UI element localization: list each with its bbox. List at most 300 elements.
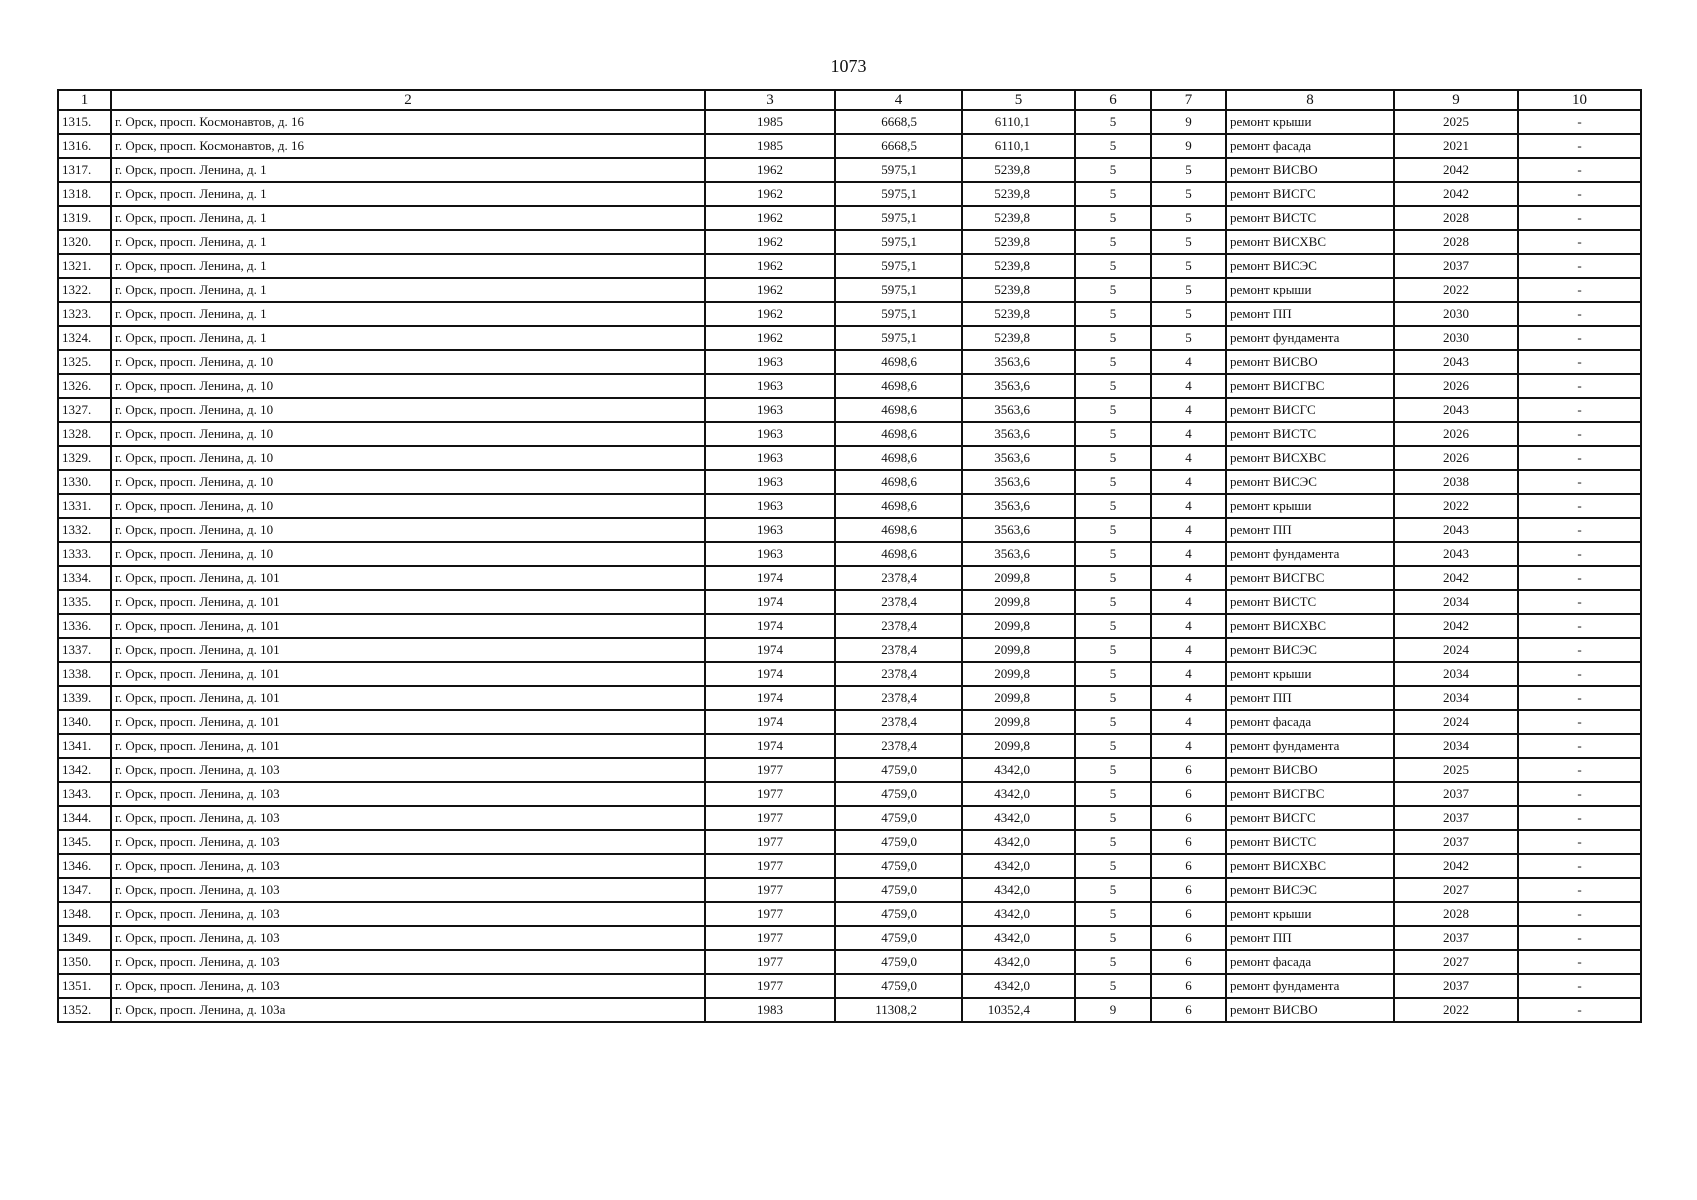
table-row	[58, 158, 1641, 182]
living-area-cell: 4342,0	[962, 902, 1075, 926]
total-area-cell: 6668,5	[835, 134, 962, 158]
column-header: 2	[111, 90, 705, 110]
address-cell: г. Орск, просп. Ленина, д. 101	[111, 662, 705, 686]
row-number-cell: 1319.	[58, 206, 111, 230]
table-row	[58, 110, 1641, 134]
total-area-cell: 2378,4	[835, 662, 962, 686]
row-number-cell: 1334.	[58, 566, 111, 590]
year-cell: 1974	[705, 710, 835, 734]
living-area-cell: 10352,4	[962, 998, 1075, 1022]
living-area-cell: 3563,6	[962, 518, 1075, 542]
planned-year-cell: 2034	[1394, 590, 1518, 614]
note-cell: -	[1518, 494, 1641, 518]
table-row	[58, 734, 1641, 758]
floors-cell: 5	[1075, 950, 1151, 974]
work-type-cell: ремонт ВИСХВС	[1226, 446, 1394, 470]
year-cell: 1977	[705, 950, 835, 974]
planned-year-cell: 2028	[1394, 902, 1518, 926]
note-cell: -	[1518, 782, 1641, 806]
floors-cell: 5	[1075, 590, 1151, 614]
year-cell: 1977	[705, 806, 835, 830]
row-number-cell: 1333.	[58, 542, 111, 566]
total-area-cell: 2378,4	[835, 686, 962, 710]
work-type-cell: ремонт ВИСВО	[1226, 758, 1394, 782]
entrances-cell: 5	[1151, 230, 1226, 254]
total-area-cell: 5975,1	[835, 326, 962, 350]
planned-year-cell: 2034	[1394, 734, 1518, 758]
total-area-cell: 5975,1	[835, 206, 962, 230]
total-area-cell: 4759,0	[835, 950, 962, 974]
row-number-cell: 1318.	[58, 182, 111, 206]
living-area-cell: 3563,6	[962, 446, 1075, 470]
year-cell: 1974	[705, 566, 835, 590]
floors-cell: 5	[1075, 638, 1151, 662]
table-row	[58, 638, 1641, 662]
note-cell: -	[1518, 518, 1641, 542]
floors-cell: 5	[1075, 926, 1151, 950]
year-cell: 1963	[705, 374, 835, 398]
living-area-cell: 3563,6	[962, 470, 1075, 494]
floors-cell: 5	[1075, 494, 1151, 518]
address-cell: г. Орск, просп. Ленина, д. 1	[111, 326, 705, 350]
entrances-cell: 4	[1151, 734, 1226, 758]
work-type-cell: ремонт ВИСГС	[1226, 398, 1394, 422]
column-header: 8	[1226, 90, 1394, 110]
living-area-cell: 3563,6	[962, 542, 1075, 566]
row-number-cell: 1338.	[58, 662, 111, 686]
floors-cell: 5	[1075, 758, 1151, 782]
year-cell: 1985	[705, 110, 835, 134]
row-number-cell: 1344.	[58, 806, 111, 830]
living-area-cell: 4342,0	[962, 974, 1075, 998]
planned-year-cell: 2037	[1394, 782, 1518, 806]
total-area-cell: 6668,5	[835, 110, 962, 134]
floors-cell: 5	[1075, 734, 1151, 758]
address-cell: г. Орск, просп. Ленина, д. 10	[111, 518, 705, 542]
note-cell: -	[1518, 662, 1641, 686]
total-area-cell: 5975,1	[835, 302, 962, 326]
note-cell: -	[1518, 254, 1641, 278]
note-cell: -	[1518, 278, 1641, 302]
living-area-cell: 2099,8	[962, 590, 1075, 614]
floors-cell: 5	[1075, 302, 1151, 326]
total-area-cell: 5975,1	[835, 230, 962, 254]
column-header: 6	[1075, 90, 1151, 110]
planned-year-cell: 2037	[1394, 974, 1518, 998]
year-cell: 1985	[705, 134, 835, 158]
total-area-cell: 4759,0	[835, 782, 962, 806]
work-type-cell: ремонт фасада	[1226, 710, 1394, 734]
row-number-cell: 1327.	[58, 398, 111, 422]
total-area-cell: 4759,0	[835, 830, 962, 854]
floors-cell: 5	[1075, 710, 1151, 734]
row-number-cell: 1337.	[58, 638, 111, 662]
entrances-cell: 4	[1151, 590, 1226, 614]
entrances-cell: 4	[1151, 542, 1226, 566]
work-type-cell: ремонт ВИСТС	[1226, 590, 1394, 614]
entrances-cell: 4	[1151, 518, 1226, 542]
living-area-cell: 2099,8	[962, 566, 1075, 590]
planned-year-cell: 2022	[1394, 998, 1518, 1022]
work-type-cell: ремонт ВИСТС	[1226, 830, 1394, 854]
note-cell: -	[1518, 950, 1641, 974]
note-cell: -	[1518, 902, 1641, 926]
note-cell: -	[1518, 614, 1641, 638]
living-area-cell: 4342,0	[962, 806, 1075, 830]
year-cell: 1974	[705, 614, 835, 638]
planned-year-cell: 2038	[1394, 470, 1518, 494]
work-type-cell: ремонт ВИСГВС	[1226, 374, 1394, 398]
note-cell: -	[1518, 206, 1641, 230]
note-cell: -	[1518, 710, 1641, 734]
note-cell: -	[1518, 302, 1641, 326]
entrances-cell: 5	[1151, 254, 1226, 278]
work-type-cell: ремонт крыши	[1226, 662, 1394, 686]
planned-year-cell: 2027	[1394, 878, 1518, 902]
note-cell: -	[1518, 734, 1641, 758]
row-number-cell: 1323.	[58, 302, 111, 326]
row-number-cell: 1331.	[58, 494, 111, 518]
row-number-cell: 1320.	[58, 230, 111, 254]
living-area-cell: 6110,1	[962, 134, 1075, 158]
planned-year-cell: 2042	[1394, 614, 1518, 638]
entrances-cell: 4	[1151, 470, 1226, 494]
floors-cell: 5	[1075, 206, 1151, 230]
planned-year-cell: 2025	[1394, 758, 1518, 782]
address-cell: г. Орск, просп. Ленина, д. 103а	[111, 998, 705, 1022]
living-area-cell: 4342,0	[962, 758, 1075, 782]
planned-year-cell: 2037	[1394, 254, 1518, 278]
year-cell: 1963	[705, 446, 835, 470]
year-cell: 1983	[705, 998, 835, 1022]
entrances-cell: 6	[1151, 758, 1226, 782]
year-cell: 1962	[705, 230, 835, 254]
planned-year-cell: 2043	[1394, 398, 1518, 422]
work-type-cell: ремонт крыши	[1226, 494, 1394, 518]
living-area-cell: 4342,0	[962, 782, 1075, 806]
planned-year-cell: 2030	[1394, 302, 1518, 326]
total-area-cell: 4759,0	[835, 878, 962, 902]
address-cell: г. Орск, просп. Ленина, д. 1	[111, 182, 705, 206]
work-type-cell: ремонт ВИСЭС	[1226, 254, 1394, 278]
address-cell: г. Орск, просп. Ленина, д. 1	[111, 254, 705, 278]
table-row	[58, 302, 1641, 326]
row-number-cell: 1345.	[58, 830, 111, 854]
table-row	[58, 542, 1641, 566]
table-row	[58, 902, 1641, 926]
note-cell: -	[1518, 998, 1641, 1022]
planned-year-cell: 2037	[1394, 926, 1518, 950]
entrances-cell: 5	[1151, 326, 1226, 350]
entrances-cell: 6	[1151, 926, 1226, 950]
table-row	[58, 278, 1641, 302]
year-cell: 1963	[705, 518, 835, 542]
work-type-cell: ремонт ВИСХВС	[1226, 854, 1394, 878]
year-cell: 1974	[705, 686, 835, 710]
planned-year-cell: 2043	[1394, 518, 1518, 542]
note-cell: -	[1518, 806, 1641, 830]
living-area-cell: 4342,0	[962, 926, 1075, 950]
row-number-cell: 1352.	[58, 998, 111, 1022]
column-header: 4	[835, 90, 962, 110]
year-cell: 1962	[705, 158, 835, 182]
address-cell: г. Орск, просп. Ленина, д. 1	[111, 158, 705, 182]
address-cell: г. Орск, просп. Ленина, д. 101	[111, 614, 705, 638]
work-type-cell: ремонт ПП	[1226, 302, 1394, 326]
address-cell: г. Орск, просп. Ленина, д. 101	[111, 734, 705, 758]
living-area-cell: 3563,6	[962, 350, 1075, 374]
floors-cell: 5	[1075, 374, 1151, 398]
total-area-cell: 2378,4	[835, 710, 962, 734]
total-area-cell: 5975,1	[835, 254, 962, 278]
address-cell: г. Орск, просп. Ленина, д. 103	[111, 950, 705, 974]
address-cell: г. Орск, просп. Ленина, д. 101	[111, 566, 705, 590]
work-type-cell: ремонт ВИСЭС	[1226, 878, 1394, 902]
floors-cell: 9	[1075, 998, 1151, 1022]
column-header: 7	[1151, 90, 1226, 110]
total-area-cell: 4698,6	[835, 374, 962, 398]
entrances-cell: 6	[1151, 950, 1226, 974]
planned-year-cell: 2042	[1394, 854, 1518, 878]
work-type-cell: ремонт ВИСВО	[1226, 998, 1394, 1022]
note-cell: -	[1518, 686, 1641, 710]
row-number-cell: 1343.	[58, 782, 111, 806]
work-type-cell: ремонт ВИСГС	[1226, 806, 1394, 830]
entrances-cell: 4	[1151, 398, 1226, 422]
total-area-cell: 4759,0	[835, 926, 962, 950]
table-row	[58, 806, 1641, 830]
entrances-cell: 4	[1151, 494, 1226, 518]
note-cell: -	[1518, 974, 1641, 998]
work-type-cell: ремонт ВИСВО	[1226, 350, 1394, 374]
address-cell: г. Орск, просп. Ленина, д. 1	[111, 230, 705, 254]
work-type-cell: ремонт ВИСЭС	[1226, 638, 1394, 662]
work-type-cell: ремонт ВИСТС	[1226, 206, 1394, 230]
address-cell: г. Орск, просп. Ленина, д. 103	[111, 782, 705, 806]
note-cell: -	[1518, 566, 1641, 590]
note-cell: -	[1518, 398, 1641, 422]
work-type-cell: ремонт ПП	[1226, 686, 1394, 710]
entrances-cell: 4	[1151, 710, 1226, 734]
year-cell: 1962	[705, 254, 835, 278]
table-row	[58, 422, 1641, 446]
address-cell: г. Орск, просп. Ленина, д. 10	[111, 446, 705, 470]
living-area-cell: 5239,8	[962, 326, 1075, 350]
note-cell: -	[1518, 854, 1641, 878]
year-cell: 1962	[705, 278, 835, 302]
table-body	[58, 110, 1641, 1022]
planned-year-cell: 2030	[1394, 326, 1518, 350]
living-area-cell: 4342,0	[962, 854, 1075, 878]
floors-cell: 5	[1075, 902, 1151, 926]
address-cell: г. Орск, просп. Ленина, д. 10	[111, 422, 705, 446]
total-area-cell: 4759,0	[835, 854, 962, 878]
year-cell: 1974	[705, 734, 835, 758]
year-cell: 1974	[705, 638, 835, 662]
entrances-cell: 5	[1151, 278, 1226, 302]
table-row	[58, 518, 1641, 542]
table-row	[58, 782, 1641, 806]
row-number-cell: 1325.	[58, 350, 111, 374]
entrances-cell: 6	[1151, 830, 1226, 854]
note-cell: -	[1518, 134, 1641, 158]
living-area-cell: 2099,8	[962, 614, 1075, 638]
year-cell: 1977	[705, 974, 835, 998]
year-cell: 1962	[705, 206, 835, 230]
address-cell: г. Орск, просп. Ленина, д. 101	[111, 638, 705, 662]
table-row	[58, 446, 1641, 470]
floors-cell: 5	[1075, 662, 1151, 686]
floors-cell: 5	[1075, 542, 1151, 566]
row-number-cell: 1341.	[58, 734, 111, 758]
floors-cell: 5	[1075, 278, 1151, 302]
work-type-cell: ремонт крыши	[1226, 110, 1394, 134]
row-number-cell: 1330.	[58, 470, 111, 494]
floors-cell: 5	[1075, 686, 1151, 710]
table-header	[58, 90, 1641, 110]
floors-cell: 5	[1075, 782, 1151, 806]
note-cell: -	[1518, 878, 1641, 902]
planned-year-cell: 2042	[1394, 182, 1518, 206]
total-area-cell: 5975,1	[835, 278, 962, 302]
note-cell: -	[1518, 350, 1641, 374]
total-area-cell: 5975,1	[835, 158, 962, 182]
table-row	[58, 854, 1641, 878]
floors-cell: 5	[1075, 806, 1151, 830]
entrances-cell: 6	[1151, 902, 1226, 926]
entrances-cell: 6	[1151, 854, 1226, 878]
entrances-cell: 5	[1151, 158, 1226, 182]
planned-year-cell: 2037	[1394, 830, 1518, 854]
total-area-cell: 4698,6	[835, 422, 962, 446]
row-number-cell: 1321.	[58, 254, 111, 278]
note-cell: -	[1518, 158, 1641, 182]
year-cell: 1962	[705, 182, 835, 206]
entrances-cell: 6	[1151, 998, 1226, 1022]
year-cell: 1977	[705, 854, 835, 878]
year-cell: 1977	[705, 878, 835, 902]
table-row	[58, 230, 1641, 254]
address-cell: г. Орск, просп. Ленина, д. 10	[111, 374, 705, 398]
table-row	[58, 998, 1641, 1022]
living-area-cell: 3563,6	[962, 374, 1075, 398]
row-number-cell: 1326.	[58, 374, 111, 398]
work-type-cell: ремонт фасада	[1226, 134, 1394, 158]
work-type-cell: ремонт фундамента	[1226, 326, 1394, 350]
address-cell: г. Орск, просп. Ленина, д. 10	[111, 542, 705, 566]
living-area-cell: 5239,8	[962, 230, 1075, 254]
planned-year-cell: 2027	[1394, 950, 1518, 974]
entrances-cell: 4	[1151, 422, 1226, 446]
entrances-cell: 4	[1151, 662, 1226, 686]
row-number-cell: 1316.	[58, 134, 111, 158]
floors-cell: 5	[1075, 566, 1151, 590]
address-cell: г. Орск, просп. Ленина, д. 10	[111, 398, 705, 422]
year-cell: 1963	[705, 470, 835, 494]
work-type-cell: ремонт ВИСГВС	[1226, 782, 1394, 806]
floors-cell: 5	[1075, 854, 1151, 878]
work-type-cell: ремонт ВИСТС	[1226, 422, 1394, 446]
address-cell: г. Орск, просп. Ленина, д. 101	[111, 686, 705, 710]
note-cell: -	[1518, 374, 1641, 398]
living-area-cell: 6110,1	[962, 110, 1075, 134]
total-area-cell: 2378,4	[835, 614, 962, 638]
entrances-cell: 9	[1151, 110, 1226, 134]
entrances-cell: 5	[1151, 302, 1226, 326]
table-row	[58, 206, 1641, 230]
living-area-cell: 3563,6	[962, 422, 1075, 446]
address-cell: г. Орск, просп. Ленина, д. 103	[111, 974, 705, 998]
address-cell: г. Орск, просп. Ленина, д. 103	[111, 806, 705, 830]
column-header: 10	[1518, 90, 1641, 110]
work-type-cell: ремонт фасада	[1226, 950, 1394, 974]
row-number-cell: 1332.	[58, 518, 111, 542]
table-row	[58, 878, 1641, 902]
planned-year-cell: 2026	[1394, 374, 1518, 398]
total-area-cell: 4698,6	[835, 350, 962, 374]
row-number-cell: 1328.	[58, 422, 111, 446]
year-cell: 1974	[705, 590, 835, 614]
table-row	[58, 374, 1641, 398]
work-type-cell: ремонт фундамента	[1226, 542, 1394, 566]
row-number-cell: 1342.	[58, 758, 111, 782]
year-cell: 1977	[705, 782, 835, 806]
note-cell: -	[1518, 470, 1641, 494]
living-area-cell: 2099,8	[962, 662, 1075, 686]
column-header: 9	[1394, 90, 1518, 110]
address-cell: г. Орск, просп. Космонавтов, д. 16	[111, 110, 705, 134]
note-cell: -	[1518, 110, 1641, 134]
floors-cell: 5	[1075, 470, 1151, 494]
note-cell: -	[1518, 446, 1641, 470]
planned-year-cell: 2042	[1394, 158, 1518, 182]
floors-cell: 5	[1075, 326, 1151, 350]
total-area-cell: 4759,0	[835, 806, 962, 830]
year-cell: 1974	[705, 662, 835, 686]
floors-cell: 5	[1075, 230, 1151, 254]
header-row	[58, 90, 1641, 110]
row-number-cell: 1322.	[58, 278, 111, 302]
floors-cell: 5	[1075, 182, 1151, 206]
address-cell: г. Орск, просп. Ленина, д. 103	[111, 854, 705, 878]
row-number-cell: 1346.	[58, 854, 111, 878]
table-row	[58, 470, 1641, 494]
work-type-cell: ремонт ВИСХВС	[1226, 230, 1394, 254]
row-number-cell: 1340.	[58, 710, 111, 734]
entrances-cell: 6	[1151, 806, 1226, 830]
total-area-cell: 2378,4	[835, 566, 962, 590]
living-area-cell: 5239,8	[962, 158, 1075, 182]
planned-year-cell: 2042	[1394, 566, 1518, 590]
address-cell: г. Орск, просп. Ленина, д. 103	[111, 878, 705, 902]
planned-year-cell: 2026	[1394, 422, 1518, 446]
table-row	[58, 254, 1641, 278]
planned-year-cell: 2021	[1394, 134, 1518, 158]
total-area-cell: 4698,6	[835, 542, 962, 566]
floors-cell: 5	[1075, 254, 1151, 278]
note-cell: -	[1518, 542, 1641, 566]
total-area-cell: 11308,2	[835, 998, 962, 1022]
row-number-cell: 1339.	[58, 686, 111, 710]
living-area-cell: 2099,8	[962, 638, 1075, 662]
floors-cell: 5	[1075, 134, 1151, 158]
address-cell: г. Орск, просп. Ленина, д. 10	[111, 470, 705, 494]
total-area-cell: 4698,6	[835, 470, 962, 494]
table-row	[58, 662, 1641, 686]
entrances-cell: 4	[1151, 446, 1226, 470]
floors-cell: 5	[1075, 398, 1151, 422]
floors-cell: 5	[1075, 830, 1151, 854]
